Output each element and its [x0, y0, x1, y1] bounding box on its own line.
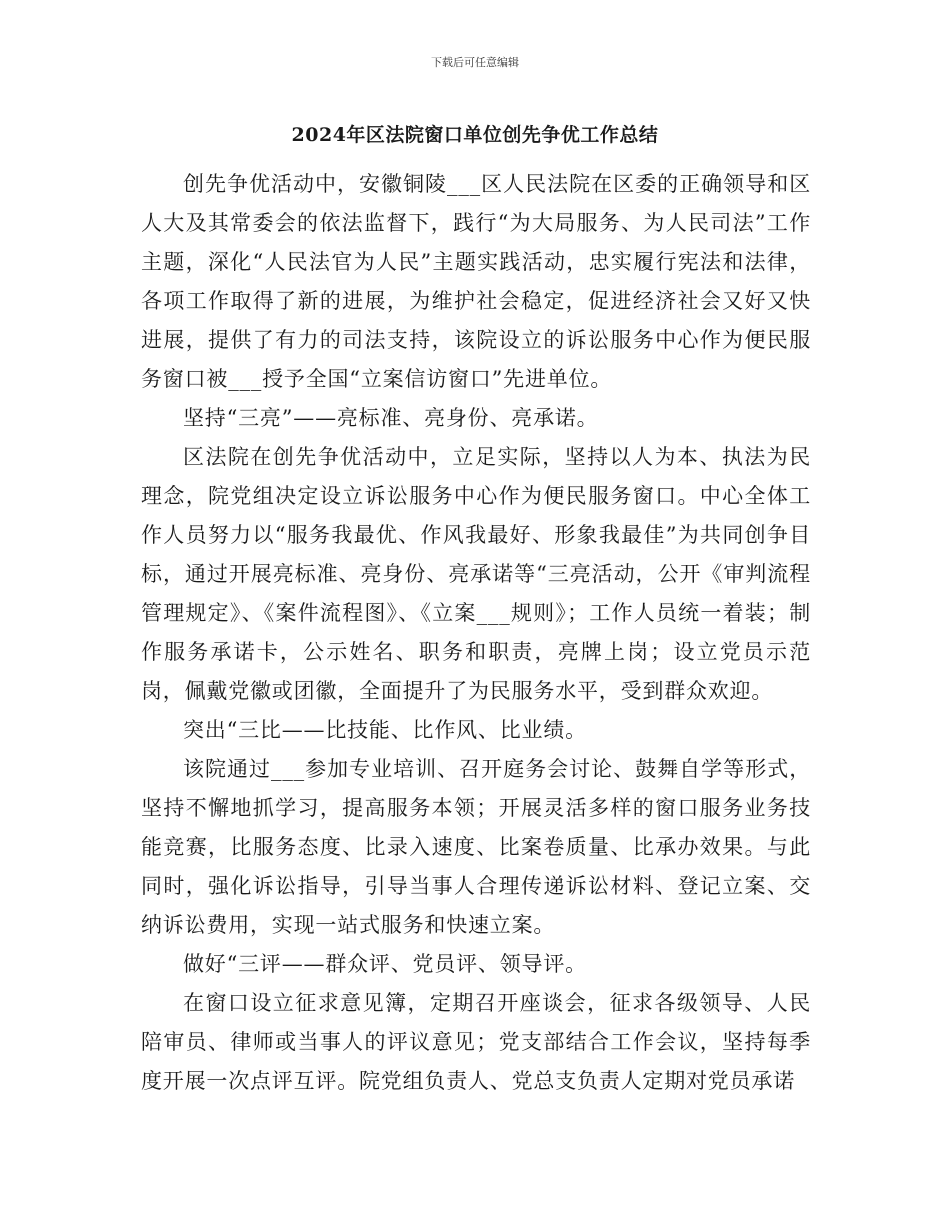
paragraph: 创先争优活动中，安徽铜陵___区人民法院在区委的正确领导和区人大及其常委会的依法监督下，践行“为大局服务、为人民司法”工作主题，深化“人民法官为人民”主题实践活动，忠实履行宪法和法律，各项工作取得了新的进展，为维护社会稳定，促进经济社会又好又快进展，提供了有力的司法支持，该院设立的诉讼服务中心作为便民服务窗口被___授予全国“立案信访窗口”先进单位。: [141, 172, 811, 391]
section-heading: 突出“三比——比技能、比作风、比业绩。: [183, 718, 587, 742]
paragraph: 在窗口设立征求意见簿，定期召开座谈会，征求各级领导、人民陪审员、律师或当事人的评议意见；党支部结合工作会议，坚持每季度开展一次点评互评。院党组负责人、党总支负责人定期对党员承诺: [141, 991, 811, 1093]
section-heading: 坚持“三亮”——亮标准、亮身份、亮承诺。: [183, 406, 599, 430]
section-heading: 做好“三评——群众评、党员评、领导评。: [183, 952, 587, 976]
paragraph: 该院通过___参加专业培训、召开庭务会讨论、鼓舞自学等形式，坚持不懈地抓学习，提高服务本领；开展灵活多样的窗口服务业务技能竞赛，比服务态度、比录入速度、比案卷质量、比承办效果。与此同时，强化诉讼指导，引导当事人合理传递诉讼材料、登记立案、交纳诉讼费用，实现一站式服务和快速立案。: [141, 757, 811, 937]
document-title: 2024年区法院窗口单位创先争优工作总结: [291, 124, 659, 146]
paragraph: 区法院在创先争优活动中，立足实际，坚持以人为本、执法为民理念，院党组决定设立诉讼服务中心作为便民服务窗口。中心全体工作人员努力以“服务我最优、作风我最好、形象我最佳”为共同创争目标，通过开展亮标准、亮身份、亮承诺等“三亮活动，公开《审判流程管理规定》、《案件流程图》、《立案___规则》；工作人员统一着装；制作服务承诺卡，公示姓名、职务和职责，亮牌上岗；设立党员示范岗，佩戴党徽或团徽，全面提升了为民服务水平，受到群众欢迎。: [141, 445, 811, 703]
header-note: 下载后可任意编辑: [431, 56, 519, 69]
document-body: [141, 165, 811, 1101]
